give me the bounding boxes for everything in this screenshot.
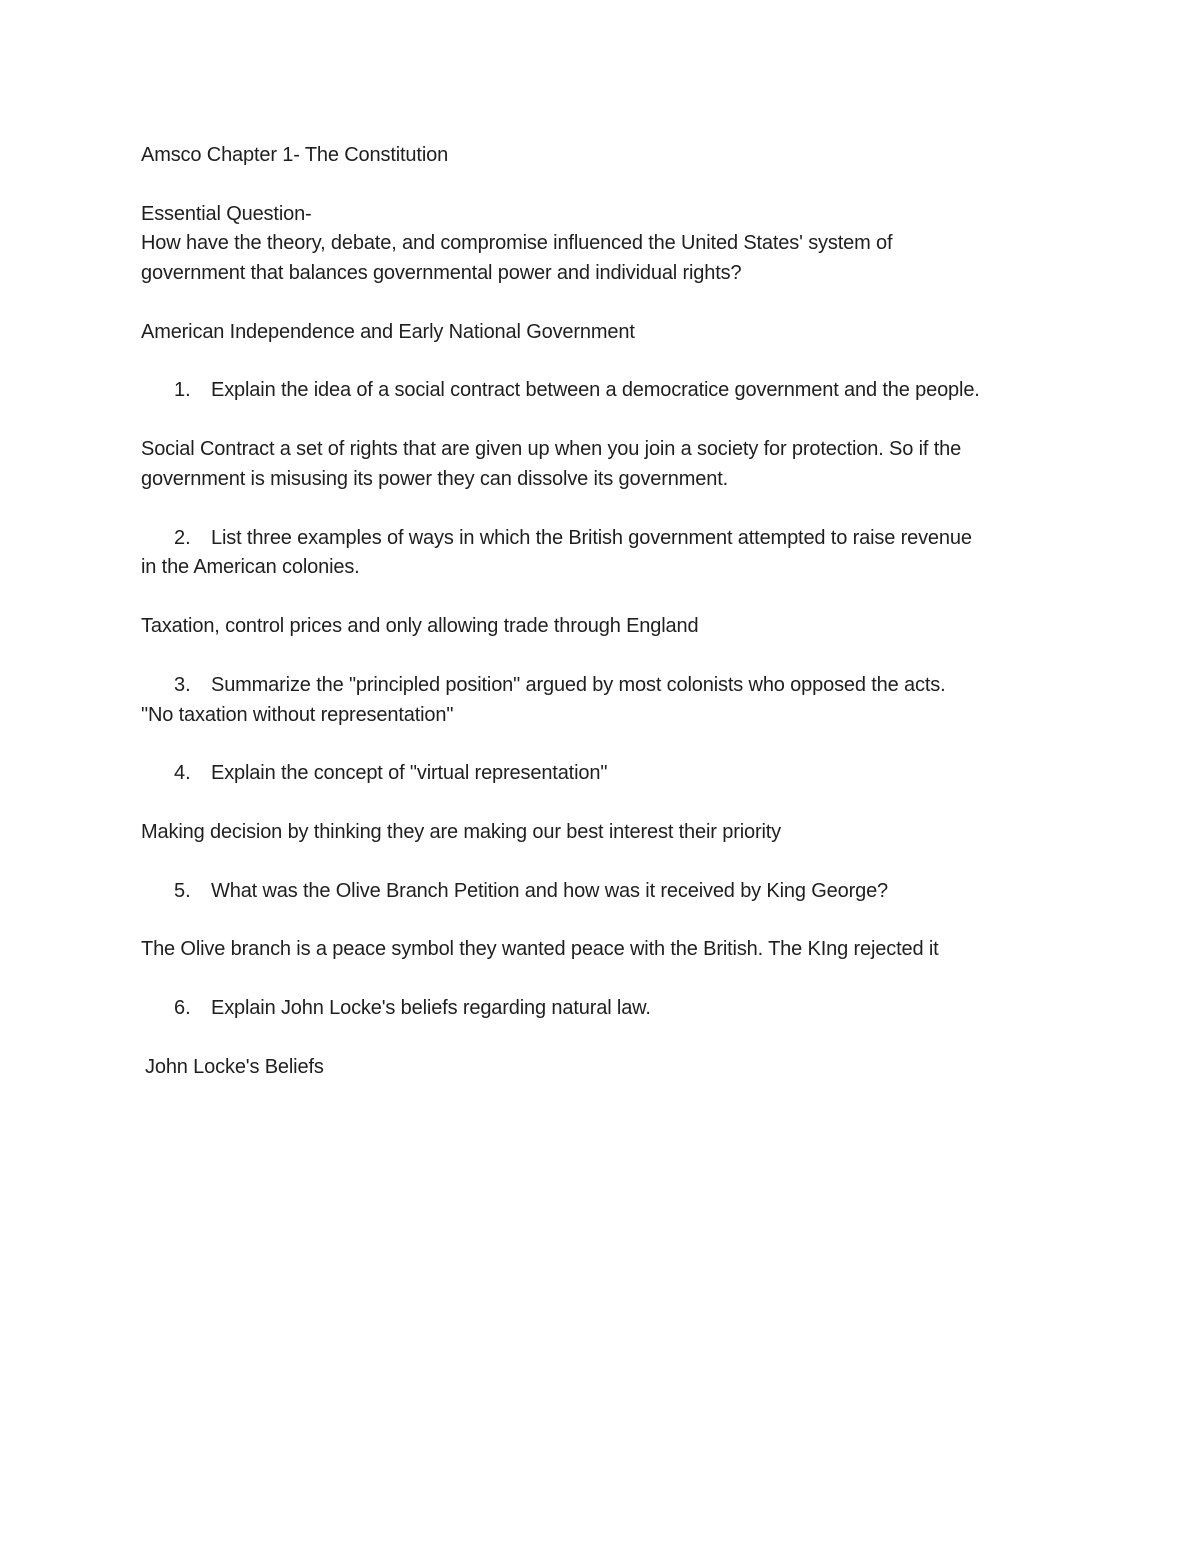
question-text: Explain the idea of a social contract between a democratice government and the people. <box>211 379 980 401</box>
answer-text: Making decision by thinking they are making our best interest their priority <box>141 821 782 843</box>
question-number: 2. <box>174 527 191 549</box>
answer-text: The Olive branch is a peace symbol they wanted peace with the British. The KIng rejected it <box>141 938 939 960</box>
document-title: Amsco Chapter 1- The Constitution <box>141 144 449 166</box>
answer-text: Social Contract a set of rights that are given up when you join a society for protection. So if the <box>141 438 962 460</box>
answer-text: Taxation, control prices and only allowing trade through England <box>141 615 699 637</box>
question-number: 6. <box>174 997 191 1019</box>
question-text: Summarize the "principled position" argued by most colonists who opposed the acts. <box>211 674 946 696</box>
essential-question-label: Essential Question- <box>141 203 312 225</box>
question-text-continued: in the American colonies. <box>141 556 360 578</box>
question-text: List three examples of ways in which the British government attempted to raise revenue <box>211 527 972 549</box>
question-number: 4. <box>174 762 191 784</box>
answer-text: John Locke's Beliefs <box>145 1056 324 1078</box>
answer-text: "No taxation without representation" <box>141 704 454 726</box>
essential-question-line: government that balances governmental power and individual rights? <box>141 262 742 284</box>
answer-text: government is misusing its power they can dissolve its government. <box>141 468 729 490</box>
question-number: 5. <box>174 880 191 902</box>
question-text: Explain the concept of "virtual representation" <box>211 762 608 784</box>
question-text: What was the Olive Branch Petition and how was it received by King George? <box>211 880 889 902</box>
question-number: 1. <box>174 379 191 401</box>
section-heading: American Independence and Early National Government <box>141 321 635 343</box>
question-text: Explain John Locke's beliefs regarding natural law. <box>211 997 651 1019</box>
essential-question-line: How have the theory, debate, and compromise influenced the United States' system of <box>141 232 893 254</box>
question-number: 3. <box>174 674 191 696</box>
